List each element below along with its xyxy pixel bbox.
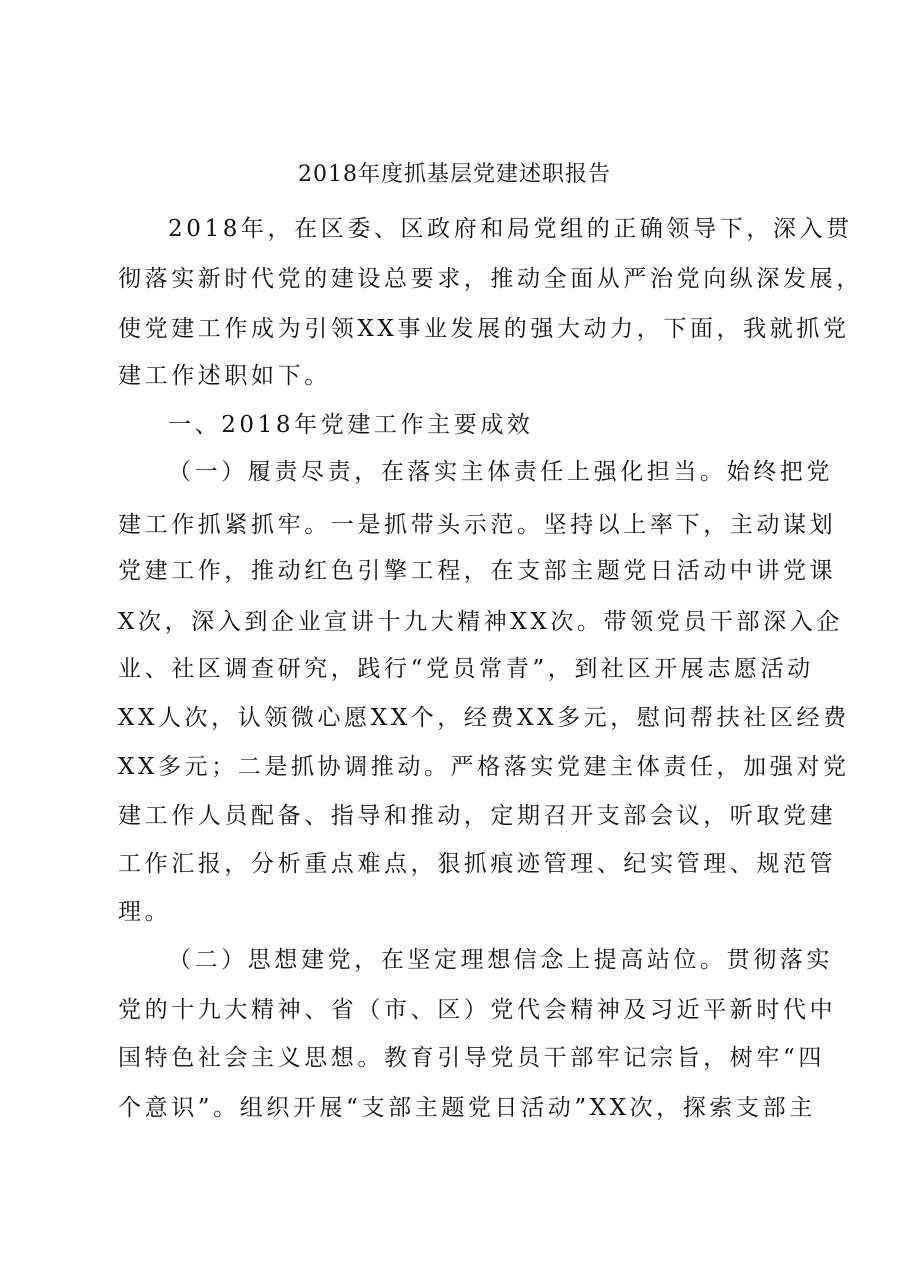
paragraph-line: 建工作人员配备、指导和推动，定期召开支部会议，听取党建 [118, 803, 837, 829]
paragraph-line: XX多元；二是抓协调推动。严格落实党建主体责任，加强对党 [118, 754, 850, 780]
paragraph-line: 业、社区调查研究，践行“党员常青”，到社区开展志愿活动 [118, 656, 814, 682]
paragraph-line: 理。 [118, 899, 172, 925]
paragraph-line: 2018年，在区委、区政府和局党组的正确领导下，深入贯 [168, 216, 853, 242]
paragraph-line: 彻落实新时代党的建设总要求，推动全面从严治党向纵深发展， [118, 266, 863, 292]
paragraph-line: 个意识”。组织开展“支部主题党日活动”XX次，探索支部主 [118, 1095, 816, 1121]
paragraph-line: 工作汇报，分析重点难点，狠抓痕迹管理、纪实管理、规范管 [118, 851, 837, 877]
paragraph-line: X次，深入到企业宣讲十九大精神XX次。带领党员干部深入企 [118, 609, 843, 635]
paragraph-line: 建工作述职如下。 [118, 363, 331, 389]
section-heading: 一、2018年党建工作主要成效 [168, 412, 534, 438]
paragraph-line: （一）履责尽责，在落实主体责任上强化担当。始终把党 [168, 459, 833, 485]
paragraph-line: （二）思想建党，在坚定理想信念上提高站位。贯彻落实 [168, 947, 833, 973]
paragraph-line: 党建工作，推动红色引擎工程，在支部主题党日活动中讲党课 [118, 558, 837, 584]
document-title: 2018年度抓基层党建述职报告 [298, 162, 611, 187]
paragraph-line: 国特色社会主义思想。教育引导党员干部牢记宗旨，树牢“四 [118, 1045, 825, 1071]
paragraph-line: 使党建工作成为引领XX事业发展的强大动力，下面，我就抓党 [118, 316, 850, 342]
paragraph-line: 建工作抓紧抓牢。一是抓带头示范。坚持以上率下，主动谋划 [118, 512, 837, 538]
paragraph-line: 党的十九大精神、省（市、区）党代会精神及习近平新时代中 [118, 997, 837, 1023]
paragraph-line: XX人次，认领微心愿XX个，经费XX多元，慰问帮扶社区经费 [118, 705, 850, 731]
